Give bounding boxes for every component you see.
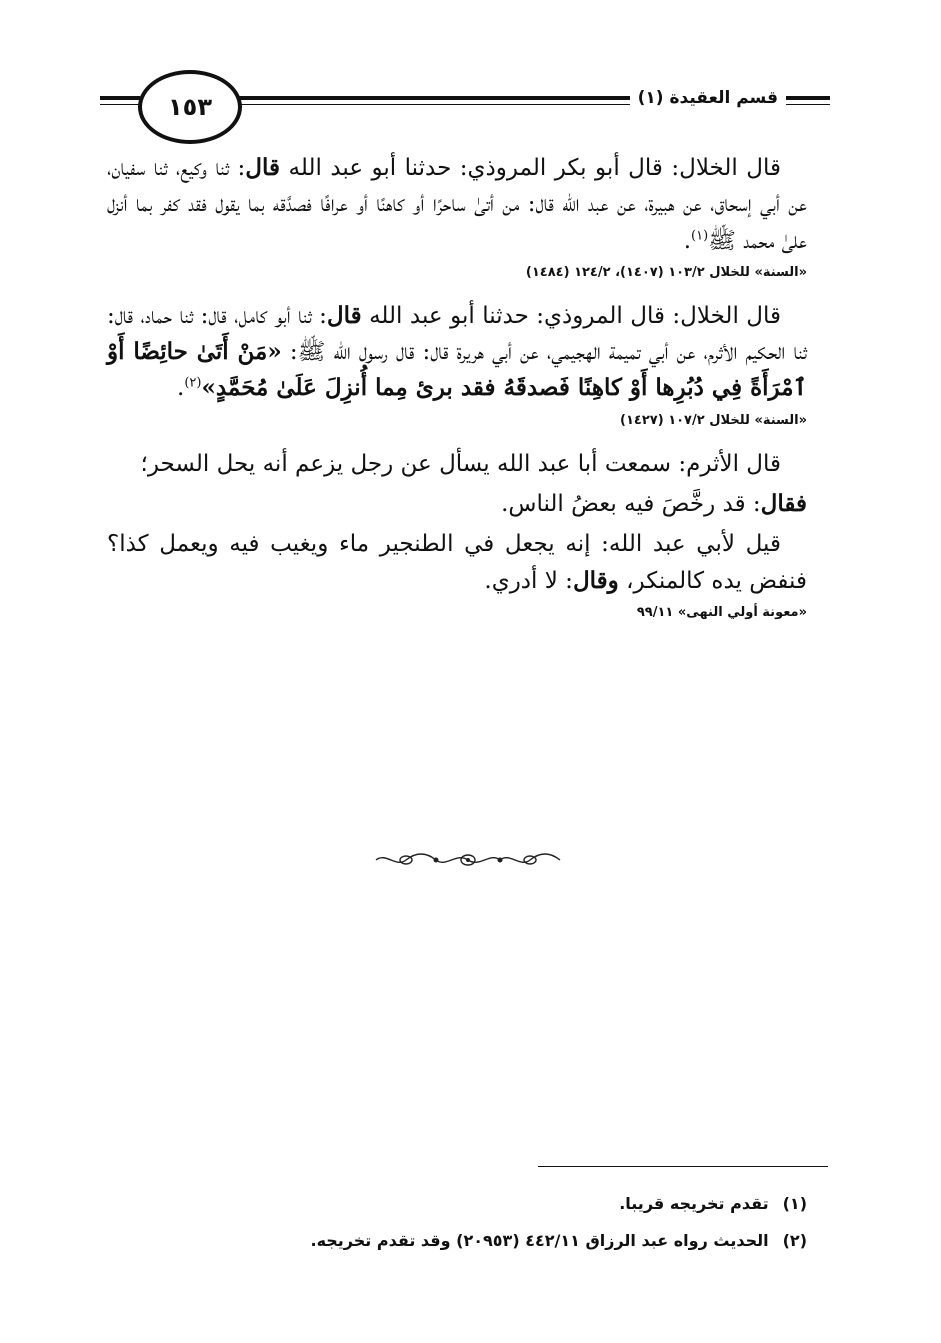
text-run: : قد رخَّصَ فيه بعضُ الناس. [501,490,761,517]
text-run: قال الأثرم: سمعت أبا عبد الله يسأل عن رجل يزعم أنه يحل السحر؛ [140,450,781,477]
paragraph-5 [107,526,807,599]
text-run: قال الخلال: قال المروذي: حدثنا أبو عبد الله [361,302,781,329]
paragraph-1 [107,150,807,259]
source-citation-3: «معونة أولي النهى» ٩٩/١١ [636,604,807,620]
paragraph-2 [107,298,807,407]
bold-word: قال [245,154,281,181]
bold-word: فقال [760,489,807,517]
hadith-quote: «مَنْ أَتَىٰ حائِضًا أَوْ ٱمْرَأَةً فِي دُبُرِها أَوْ كاهِنًا فَصدقَهُ فقد برئ مِما أُنزِلَ عَلَىٰ مُحَمَّدٍ» [107,338,807,402]
paragraph-4 [107,486,807,522]
page-header [100,68,830,138]
text-run: قال الخلال: قال أبو بكر المروذي: حدثنا أبو عبد الله [280,155,781,181]
footnote-text: الحديث رواه عبد الرزاق ٤٤٢/١١ (٢٠٩٥٣) وقد تقدم تخريجه. [310,1230,769,1250]
bold-word: قال [326,301,362,329]
source-citation-2: «السنة» للخلال ١٠٧/٢ (١٤٢٧) [620,412,807,428]
text-run: قيل لأبي عبد الله: إنه يجعل في الطنجير ماء ويغيب فيه ويعمل كذا؟ فنفض يده كالمنكر، [107,531,807,594]
footnote-rule [538,1166,828,1167]
ornament-divider-icon [372,848,564,872]
source-citation-1: «السنة» للخلال ١٠٣/٢ (١٤٠٧)، ١٢٤/٢ (١٤٨٤) [525,264,807,280]
header-rule-left-thin [100,104,140,105]
text-run: : ثنا أبو كامل، قال: ثنا حماد، قال: ثنا الحكيم الأثرم، عن أبي تميمة الهجيمي، عن أبي هريرة قال: قال رسول الله ﷺ: [107,302,807,366]
text-run: . [177,375,185,402]
main-text [107,150,807,638]
footnotes [107,1186,807,1260]
footnote-number: (٢) [782,1230,807,1250]
footnote-number: (١) [782,1194,807,1213]
section-title: قسم العقيدة (١) [630,88,786,108]
paragraph-3 [107,446,807,482]
footnote-ref-2[interactable]: (٢) [184,375,202,391]
text-run: : ثنا وكيع، ثنا سفيان، عن أبي إسحاق، عن هبيرة، عن عبد الله قال: من أتىٰ ساحرًا أو كاهنًا أو عرافًا فصدَّقه بما يقول فقد كفر بما أنزل علىٰ محمد ﷺ [107,155,807,254]
page-number: ١٥٣ [138,70,242,144]
text-run: : لا أدري. [484,567,573,594]
footnote-2 [107,1223,807,1260]
header-rule-left [100,96,140,100]
bold-word: وقال [572,566,619,594]
footnote-text: تقدم تخريجه قريبا. [619,1194,769,1213]
footnote-ref-1[interactable]: (١) [691,228,709,243]
footnote-1 [107,1186,807,1223]
text-run: . [683,227,691,254]
